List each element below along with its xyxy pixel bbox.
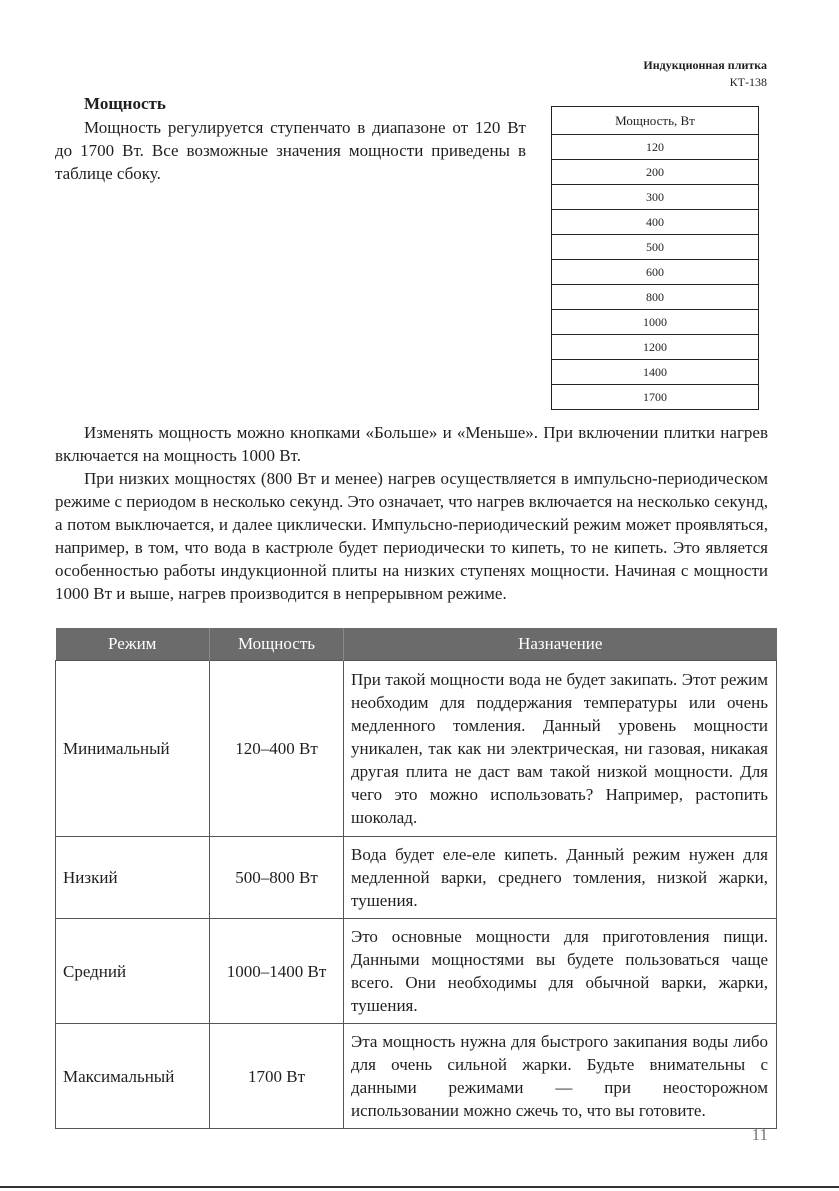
- bottom-rule: [0, 1186, 839, 1188]
- product-name: Индукционная плитка: [643, 58, 767, 72]
- product-model: КТ-138: [729, 75, 767, 89]
- power-value-cell: 1200: [552, 335, 759, 360]
- page-number: 11: [751, 1125, 768, 1144]
- page-header: [467, 57, 767, 91]
- power-value-cell: 600: [552, 260, 759, 285]
- buttons-paragraph: Изменять мощность можно кнопками «Больше» и «Меньше». При включении плитки нагрев включается на мощность 1000 Вт.: [55, 423, 768, 465]
- power-cell: 120–400 Вт: [210, 661, 344, 837]
- purpose-cell: Эта мощность нужна для быстрого закипания воды либо для очень сильной жарки. Будьте внимательны с данными режимами — при неосторожном использовании можно сжечь то, что вы готовите.: [344, 1024, 777, 1129]
- header-purpose: Назначение: [344, 628, 777, 661]
- power-value-cell: 500: [552, 235, 759, 260]
- power-value-cell: 120: [552, 135, 759, 160]
- body-text: [55, 421, 768, 605]
- power-value-cell: 1700: [552, 385, 759, 410]
- header-power: Мощность: [210, 628, 344, 661]
- table-row: [56, 661, 777, 837]
- table-row: [56, 1024, 777, 1129]
- power-value-cell: 400: [552, 210, 759, 235]
- power-cell: 500–800 Вт: [210, 837, 344, 919]
- pulse-mode-paragraph: При низких мощностях (800 Вт и менее) нагрев осуществляется в импульсно-периодическом режиме с периодом в несколько секунд. Это означает, что нагрев включается на несколько секунд, а потом выключается, и далее циклически. Импульсно-периодический режим может проявляться, например, в том, что вода в кастрюле будет периодически то кипеть, то не кипеть. Это является особенностью работы индукционной плиты на низких ступенях мощности. Начиная с мощности 1000 Вт и выше, нагрев производится в непрерывном режиме.: [55, 469, 768, 603]
- header-mode: Режим: [56, 628, 210, 661]
- intro-paragraph: Мощность регулируется ступенчато в диапазоне от 120 Вт до 1700 Вт. Все возможные значения мощности приведены в таблице сбоку.: [55, 118, 526, 183]
- power-value-cell: 1400: [552, 360, 759, 385]
- purpose-cell: При такой мощности вода не будет закипать. Этот режим необходим для поддержания температуры или очень медленного томления. Данный уровень мощности уникален, так как ни электрическая, ни газовая, никакая другая плита не даст вам такой низкой мощности. Для чего это можно использовать? Например, растопить шоколад.: [344, 661, 777, 837]
- power-value-cell: 800: [552, 285, 759, 310]
- mode-cell: Максимальный: [56, 1024, 210, 1129]
- purpose-cell: Это основные мощности для приготовления пищи. Данными мощностями вы будете пользоваться чаще всего. Они необходимы для обычной варки, жарки, тушения.: [344, 919, 777, 1024]
- table-row: [56, 837, 777, 919]
- mode-cell: Низкий: [56, 837, 210, 919]
- power-cell: 1700 Вт: [210, 1024, 344, 1129]
- power-value-cell: 200: [552, 160, 759, 185]
- mode-cell: Минимальный: [56, 661, 210, 837]
- power-cell: 1000–1400 Вт: [210, 919, 344, 1024]
- power-table-header: Мощность, Вт: [552, 107, 759, 135]
- modes-table: [55, 628, 777, 1129]
- table-row: [56, 919, 777, 1024]
- section-title: Мощность: [84, 94, 166, 113]
- power-values-table: [551, 106, 759, 410]
- mode-cell: Средний: [56, 919, 210, 1024]
- purpose-cell: Вода будет еле-еле кипеть. Данный режим нужен для медленной варки, среднего томления, низкой жарки, тушения.: [344, 837, 777, 919]
- power-value-cell: 300: [552, 185, 759, 210]
- modes-table-header-row: [56, 628, 777, 661]
- power-value-cell: 1000: [552, 310, 759, 335]
